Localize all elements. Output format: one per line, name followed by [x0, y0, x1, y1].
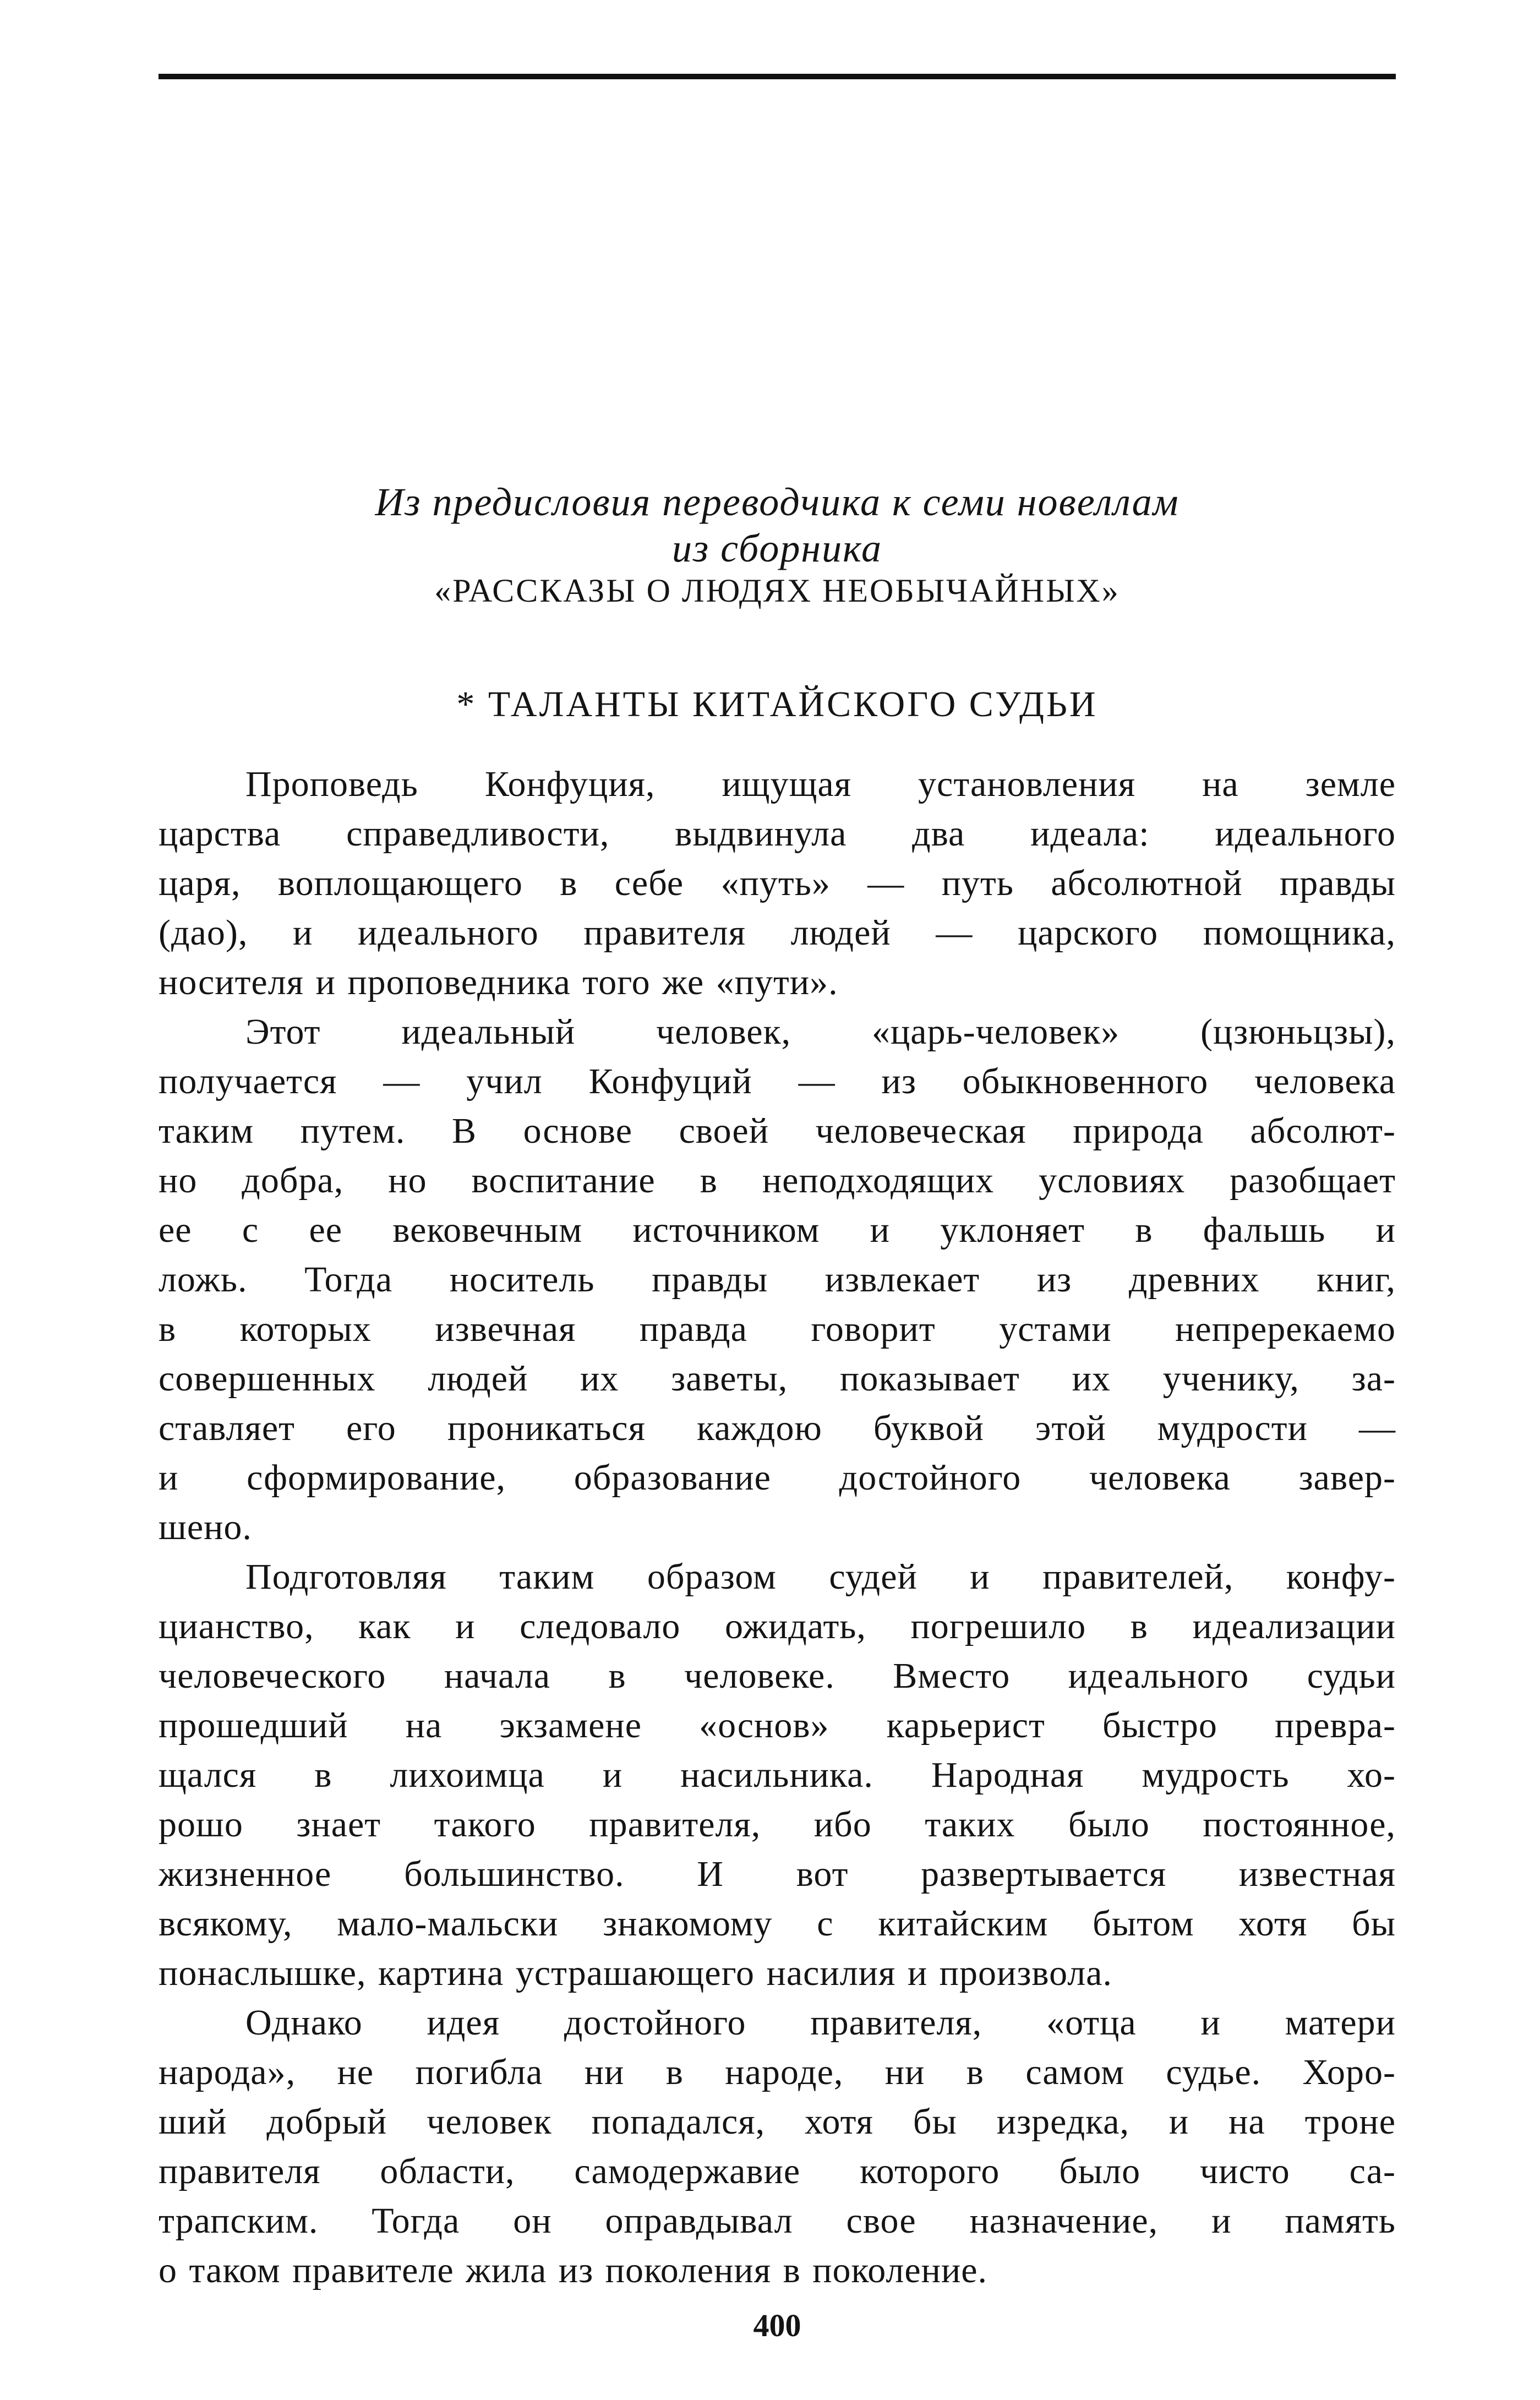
body-text — [159, 760, 1396, 2295]
paragraph-2 — [159, 1007, 1396, 1552]
text-line: получается — учил Конфуций — из обыкновенного человека — [159, 1061, 1396, 1101]
heading-italic-line-2: из сборника — [672, 526, 882, 570]
text-line: таким путем. В основе своей человеческая природа абсолют- — [159, 1111, 1396, 1151]
section-title: * ТАЛАНТЫ КИТАЙСКОГО СУДЬИ — [456, 684, 1098, 724]
text-line: ставляет его проникаться каждою буквой этой мудрости — — [159, 1408, 1396, 1448]
text-line: ложь. Тогда носитель правды извлекает из древних книг, — [159, 1259, 1396, 1300]
text-line: о таком правителе жила из поколения в поколение. — [159, 2250, 988, 2290]
text-line: в которых извечная правда говорит устами непререкаемо — [159, 1309, 1396, 1349]
paragraph-3 — [159, 1552, 1396, 1998]
text-line: жизненное большинство. И вот развертывается известная — [159, 1854, 1396, 1894]
text-line: Однако идея достойного правителя, «отца и матери — [245, 2003, 1396, 2043]
page-number: 400 — [753, 2308, 801, 2343]
text-line: (дао), и идеального правителя людей — царского помощника, — [159, 913, 1396, 953]
text-line: цианство, как и следовало ожидать, погрешило в идеализации — [159, 1606, 1396, 1646]
text-line: рошо знает такого правителя, ибо таких было постоянное, — [159, 1804, 1396, 1845]
text-line: прошедший на экзамене «основ» карьерист быстро превра- — [159, 1705, 1396, 1746]
text-line: человеческого начала в человеке. Вместо идеального судьи — [159, 1656, 1396, 1696]
text-line: и сформирование, образование достойного человека завер- — [159, 1458, 1396, 1498]
preface-heading — [159, 479, 1396, 610]
text-line: трапским. Тогда он оправдывал свое назначение, и память — [159, 2201, 1396, 2241]
heading-collection-title: «РАССКАЗЫ О ЛЮДЯХ НЕОБЫЧАЙНЫХ» — [434, 572, 1120, 609]
text-line: понаслышке, картина устрашающего насилия и произвола. — [159, 1953, 1112, 1993]
paragraph-1 — [159, 760, 1396, 1007]
text-line: носителя и проповедника того же «пути». — [159, 962, 838, 1002]
text-line: но добра, но воспитание в неподходящих условиях разобщает — [159, 1160, 1396, 1201]
text-line: царства справедливости, выдвинула два идеала: идеального — [159, 814, 1396, 854]
top-rule — [159, 74, 1396, 79]
text-line: ший добрый человек попадался, хотя бы изредка, и на троне — [159, 2102, 1396, 2142]
text-line: всякому, мало-мальски знакомому с китайским бытом хотя бы — [159, 1903, 1396, 1944]
text-line: ее с ее вековечным источником и уклоняет в фальшь и — [159, 1210, 1396, 1250]
text-line: Этот идеальный человек, «царь-человек» (цзюньцзы), — [245, 1012, 1396, 1052]
text-line: совершенных людей их заветы, показывает их ученику, за- — [159, 1359, 1396, 1399]
paragraph-4 — [159, 1998, 1396, 2295]
text-line: Подготовляя таким образом судей и правителей, конфу- — [245, 1557, 1396, 1597]
text-line: Проповедь Конфуция, ищущая установления на земле — [245, 764, 1396, 804]
heading-italic-line-1: Из предисловия переводчика к семи новеллам — [375, 480, 1179, 524]
text-line: шено. — [159, 1507, 252, 1547]
text-line: щался в лихоимца и насильника. Народная мудрость хо- — [159, 1755, 1396, 1795]
text-line: правителя области, самодержавие которого было чисто са- — [159, 2151, 1396, 2191]
text-line: царя, воплощающего в себе «путь» — путь абсолютной правды — [159, 863, 1396, 903]
text-line: народа», не погибла ни в народе, ни в самом судье. Хоро- — [159, 2052, 1396, 2092]
